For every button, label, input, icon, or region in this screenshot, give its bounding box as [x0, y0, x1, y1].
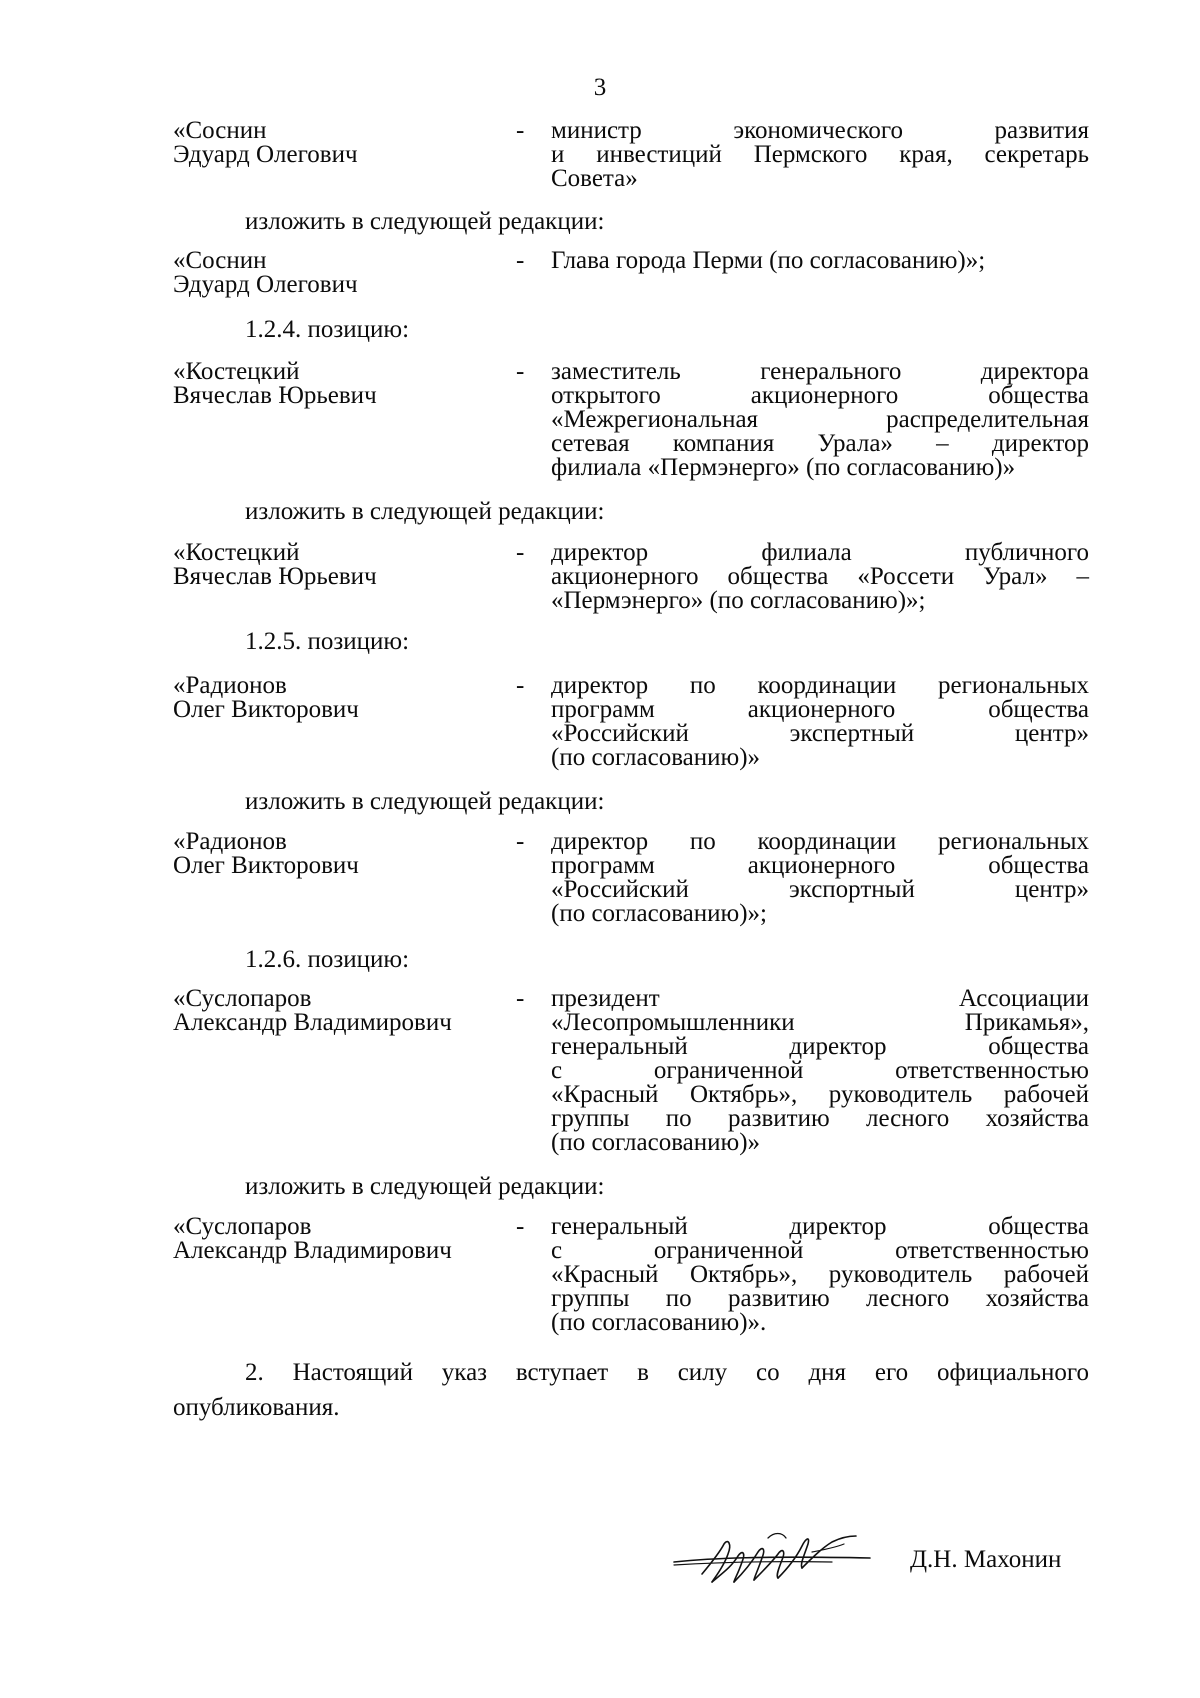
dash: -	[516, 539, 525, 566]
name-line: Вячеслав Юрьевич	[173, 563, 377, 590]
name-line: «Соснин	[173, 247, 267, 274]
person-name	[173, 119, 513, 167]
desc-line: директор филиала публичного	[551, 539, 1089, 566]
final-paragraph	[173, 1355, 1089, 1425]
dash: -	[516, 247, 525, 274]
dash: -	[516, 985, 525, 1012]
desc-line: «Красный Октябрь», руководитель рабочей	[551, 1261, 1089, 1288]
position-description	[551, 119, 1089, 191]
dash: -	[516, 1213, 525, 1240]
name-line: Александр Владимирович	[173, 1009, 452, 1036]
desc-line: «Лесопромышленники Прикамья»,	[551, 1009, 1089, 1036]
position-description	[551, 360, 1089, 480]
position-heading: 1.2.5. позицию:	[245, 628, 410, 655]
desc-line: (по согласованию)»	[551, 744, 761, 771]
position-description	[551, 1215, 1089, 1335]
edit-heading: изложить в следующей редакции:	[245, 788, 605, 815]
name-line: Эдуард Олегович	[173, 271, 358, 298]
handwritten-signature	[672, 1522, 872, 1600]
name-line: «Радионов	[173, 828, 287, 855]
desc-line: «Российский экспортный центр»	[551, 876, 1089, 903]
name-line: «Суслопаров	[173, 985, 312, 1012]
desc-line: и инвестиций Пермского края, секретарь	[551, 141, 1089, 168]
desc-line: «Российский экспертный центр»	[551, 720, 1089, 747]
desc-line: (по согласованию)»;	[551, 900, 767, 927]
desc-line: генеральный директор общества	[551, 1213, 1089, 1240]
name-line: «Соснин	[173, 117, 267, 144]
desc-line: акционерного общества «Россети Урал» –	[551, 563, 1089, 590]
desc-line: открытого акционерного общества	[551, 382, 1089, 409]
edit-heading: изложить в следующей редакции:	[245, 208, 605, 235]
page-number: 3	[593, 74, 607, 101]
dash: -	[516, 117, 525, 144]
name-line: Олег Викторович	[173, 852, 359, 879]
desc-line: (по согласованию)»	[551, 1129, 761, 1156]
desc-line: филиала «Пермэнерго» (по согласованию)»	[551, 454, 1016, 481]
position-description	[551, 830, 1089, 926]
desc-line: с ограниченной ответственностью	[551, 1237, 1089, 1264]
position-description	[551, 249, 1089, 273]
desc-line: «Межрегиональная распределительная	[551, 406, 1089, 433]
desc-line: министр экономического развития	[551, 117, 1089, 144]
name-line: «Костецкий	[173, 358, 300, 385]
position-heading: 1.2.4. позицию:	[245, 316, 410, 343]
desc-line: заместитель генерального директора	[551, 358, 1089, 385]
paragraph-line: 2. Настоящий указ вступает в силу со дня его официального	[245, 1359, 1089, 1386]
person-name	[173, 987, 513, 1035]
name-line: Олег Викторович	[173, 696, 359, 723]
desc-line: группы по развитию лесного хозяйства	[551, 1105, 1089, 1132]
person-name	[173, 360, 513, 408]
desc-line: директор по координации региональных	[551, 672, 1089, 699]
signer-name: Д.Н. Махонин	[910, 1546, 1062, 1573]
position-description	[551, 674, 1089, 770]
desc-line: группы по развитию лесного хозяйства	[551, 1285, 1089, 1312]
desc-line: (по согласованию)».	[551, 1309, 767, 1336]
desc-line: Глава города Перми (по согласованию)»;	[551, 247, 986, 274]
paragraph-line: опубликования.	[173, 1394, 340, 1421]
edit-heading: изложить в следующей редакции:	[245, 498, 605, 525]
desc-line: президент Ассоциации	[551, 985, 1089, 1012]
edit-heading: изложить в следующей редакции:	[245, 1173, 605, 1200]
desc-line: с ограниченной ответственностью	[551, 1057, 1089, 1084]
person-name	[173, 249, 513, 297]
name-line: Вячеслав Юрьевич	[173, 382, 377, 409]
dash: -	[516, 828, 525, 855]
desc-line: генеральный директор общества	[551, 1033, 1089, 1060]
name-line: «Костецкий	[173, 539, 300, 566]
dash: -	[516, 358, 525, 385]
desc-line: «Пермэнерго» (по согласованию)»;	[551, 587, 926, 614]
desc-line: Совета»	[551, 165, 638, 192]
desc-line: сетевая компания Урала» – директор	[551, 430, 1089, 457]
person-name	[173, 541, 513, 589]
name-line: «Суслопаров	[173, 1213, 312, 1240]
name-line: Эдуард Олегович	[173, 141, 358, 168]
person-name	[173, 674, 513, 722]
desc-line: «Красный Октябрь», руководитель рабочей	[551, 1081, 1089, 1108]
position-description	[551, 541, 1089, 613]
person-name	[173, 1215, 513, 1263]
person-name	[173, 830, 513, 878]
position-heading: 1.2.6. позицию:	[245, 946, 410, 973]
desc-line: директор по координации региональных	[551, 828, 1089, 855]
name-line: Александр Владимирович	[173, 1237, 452, 1264]
name-line: «Радионов	[173, 672, 287, 699]
desc-line: программ акционерного общества	[551, 696, 1089, 723]
dash: -	[516, 672, 525, 699]
desc-line: программ акционерного общества	[551, 852, 1089, 879]
position-description	[551, 987, 1089, 1155]
